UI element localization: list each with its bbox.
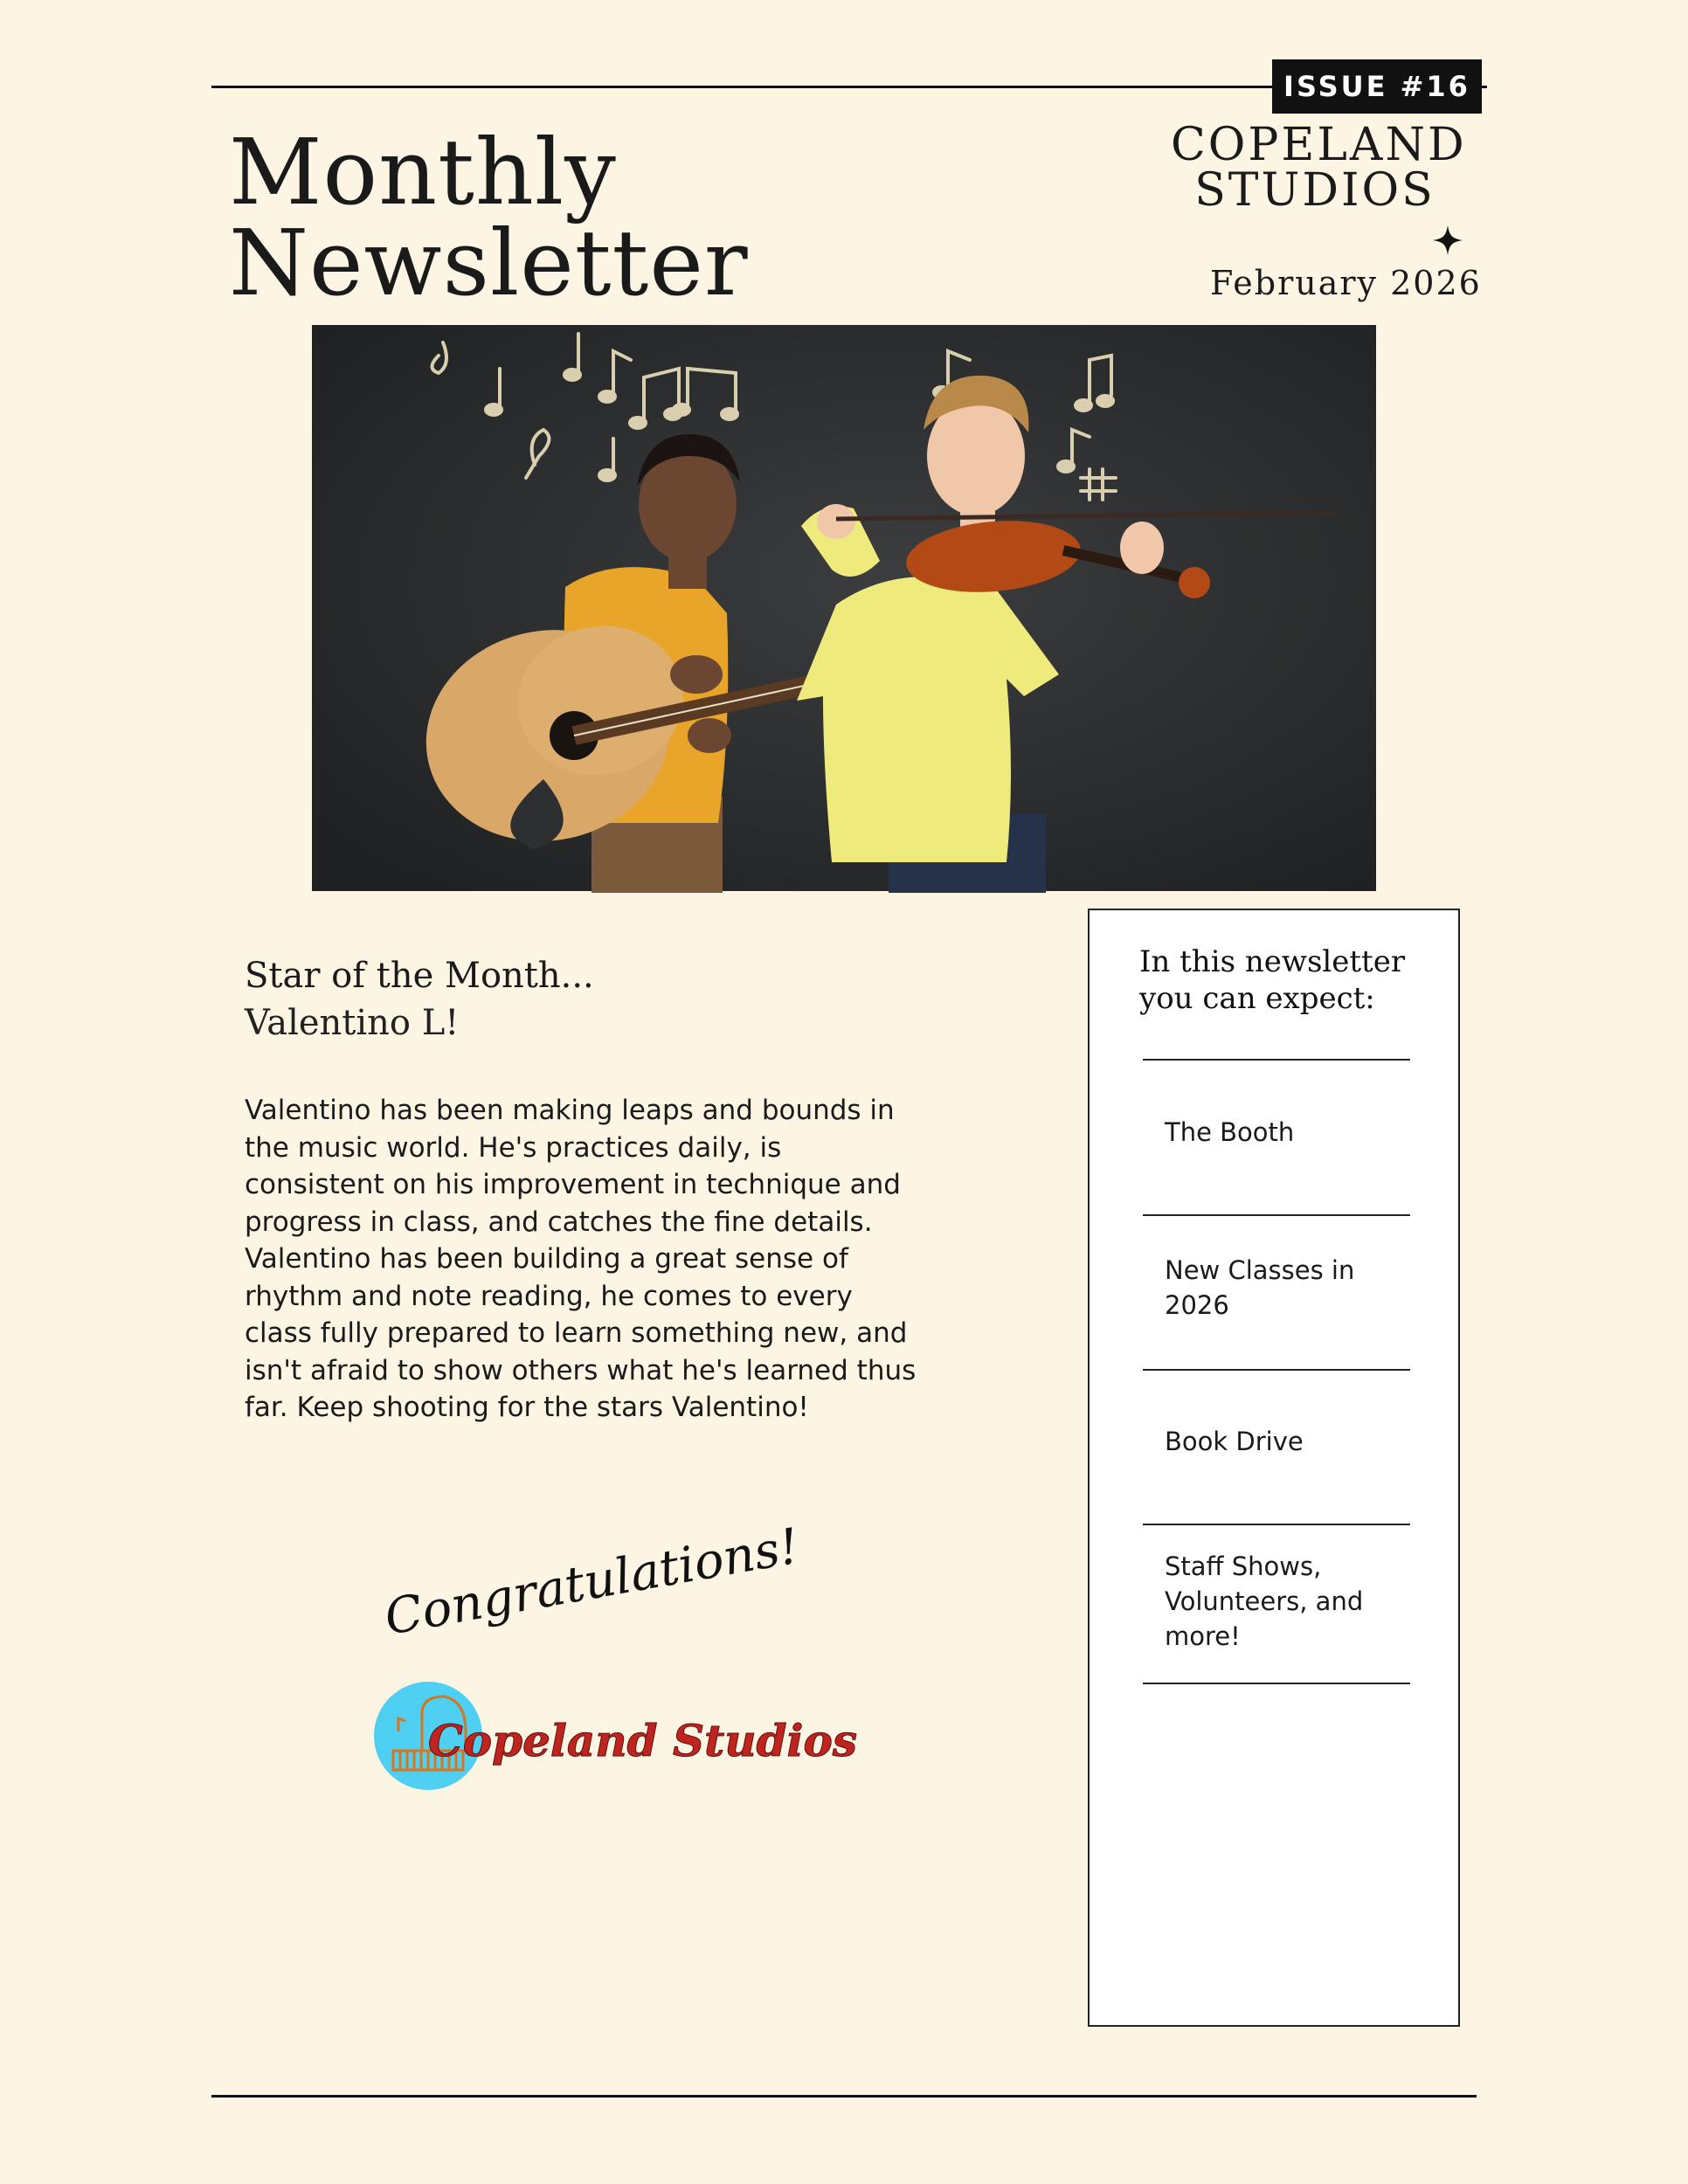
toc-item-staff-shows: Staff Shows, Volunteers, and more! [1165,1552,1364,1651]
studio-name-line-1: COPELAND [1171,119,1467,171]
congratulations-script [376,1510,804,1649]
toc-divider [1143,1214,1410,1216]
newsletter-contents-sidebar [1088,909,1460,2027]
copeland-studios-logo [374,1679,858,1793]
studio-name [1171,119,1467,217]
toc-item-book-drive: Book Drive [1165,1427,1304,1456]
star-of-month-name: Valentino L! [245,1003,460,1043]
toc-divider [1143,1059,1410,1061]
sidebar-heading-line-1: In this newsletter [1139,944,1406,979]
studio-name-line-2: STUDIOS [1194,164,1435,217]
issue-date: February 2026 [1210,264,1482,302]
feature-body-text: Valentino has been making leaps and bounds in the music world. He's practices daily, is consistent on his improvement in technique and progress in class, and catches the fine details. Valentino has been building a great sense of rhythm and note reading, he comes to every class fully prepared to learn something new, and isn't afraid to show others what he's learned thus far. Keep shooting for the stars Valentino! [245,1095,917,1423]
title-line-1: Monthly [229,119,617,225]
toc-divider [1143,1683,1410,1684]
sidebar-heading [1139,943,1436,1017]
toc-item-the-booth: The Booth [1165,1117,1295,1147]
newsletter-title [229,119,749,316]
sidebar-heading-line-2: you can expect: [1139,981,1375,1016]
bottom-rule [211,2095,1477,2098]
toc-item-new-classes: New Classes in 2026 [1165,1255,1355,1320]
star-of-month-heading: Star of the Month... [245,956,594,996]
sparkle-icon [1433,225,1463,255]
toc-divider [1143,1369,1410,1371]
logo-wordmark: Copeland Studios [428,1715,858,1766]
issue-badge: ISSUE #16 [1272,59,1482,114]
hero-photo [312,325,1376,891]
title-line-2: Newsletter [229,210,749,316]
congratulations-text: Congratulations! [380,1517,804,1647]
toc-divider [1143,1524,1410,1525]
